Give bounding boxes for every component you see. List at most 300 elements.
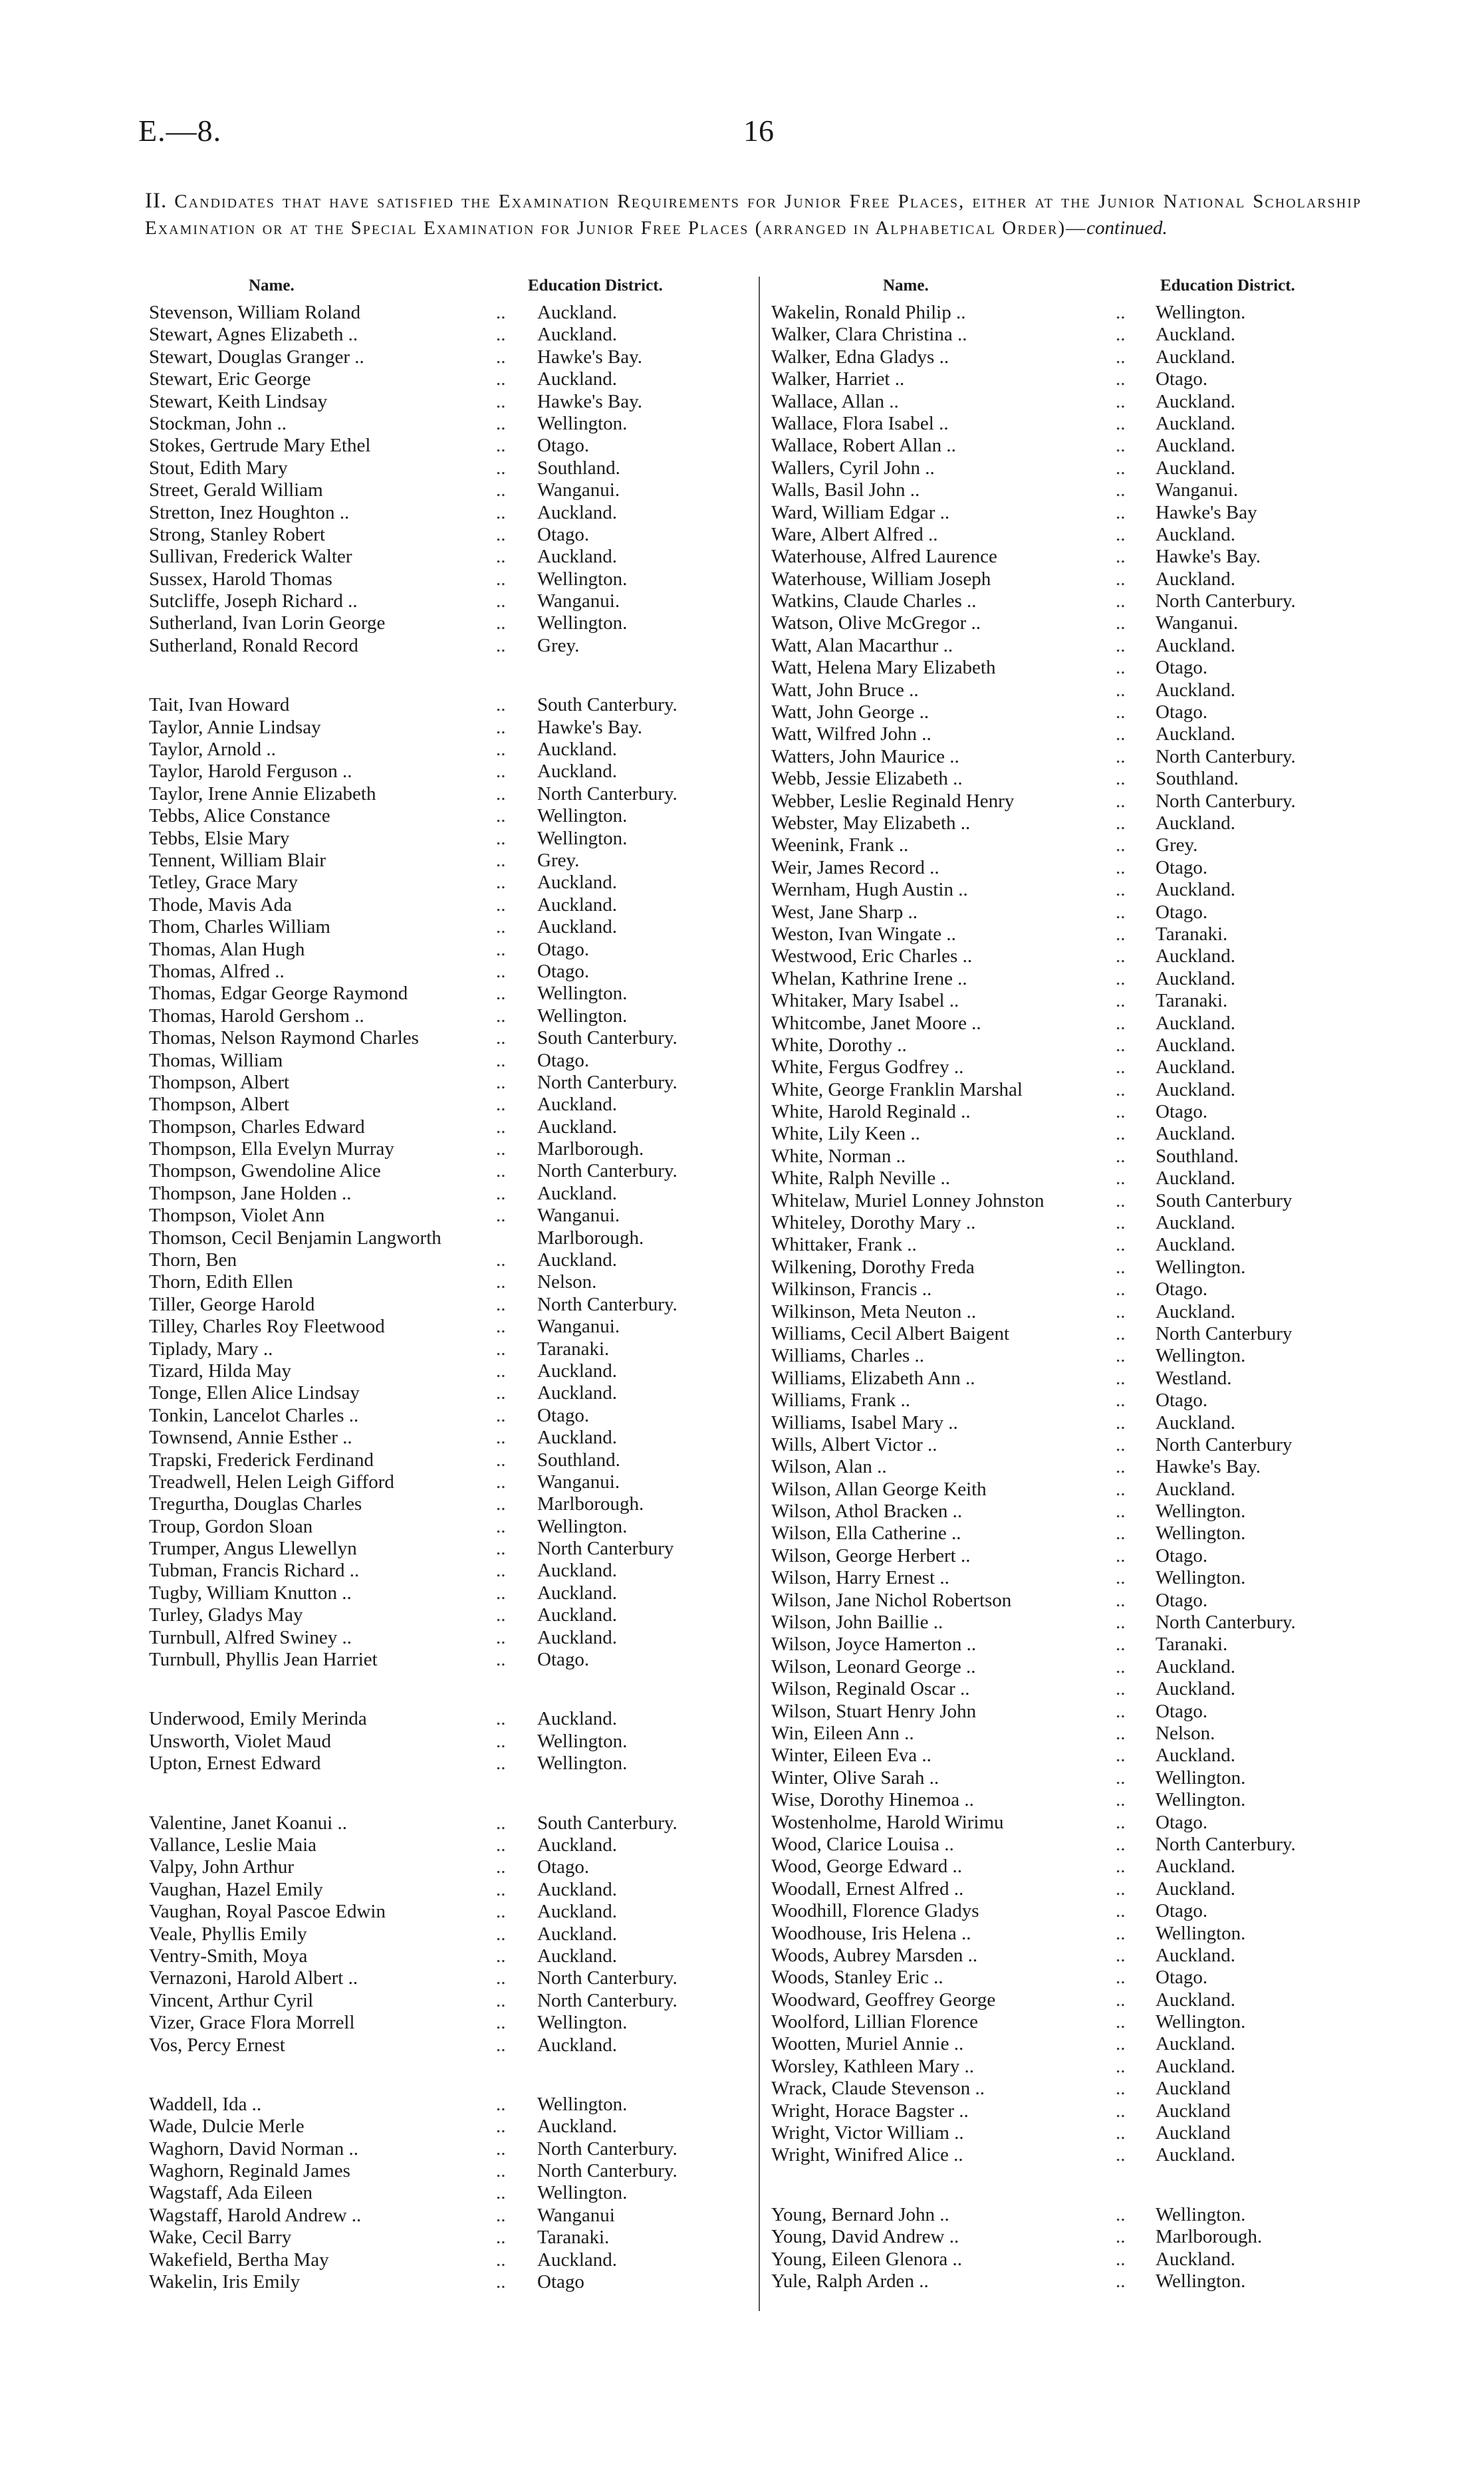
leader-dots: .. <box>496 1471 506 1493</box>
candidate-row <box>149 391 721 413</box>
candidate-row <box>771 834 1350 856</box>
candidate-name: Treadwell, Helen Leigh Gifford <box>149 1471 394 1493</box>
leader-dots: .. <box>1116 2144 1126 2166</box>
education-district: Otago. <box>1156 1811 1208 1833</box>
leader-dots: .. <box>496 1338 506 1360</box>
leader-dots: .. <box>1116 1212 1126 1234</box>
right-column-header <box>771 274 1350 302</box>
candidate-name: Wilkening, Dorothy Freda <box>771 1256 975 1278</box>
candidate-name: Wise, Dorothy Hinemoa .. <box>771 1789 974 1811</box>
leader-dots: .. <box>1116 612 1126 634</box>
candidate-row <box>149 2271 721 2293</box>
education-district: Hawke's Bay. <box>1156 1456 1261 1478</box>
candidate-row <box>771 1634 1350 1656</box>
candidate-name: Walls, Basil John .. <box>771 479 920 501</box>
leader-dots: .. <box>1116 302 1126 323</box>
candidate-name: Wernham, Hugh Austin .. <box>771 879 968 901</box>
candidate-name: Tugby, William Knutton .. <box>149 1582 352 1604</box>
education-district: Auckland. <box>537 324 617 346</box>
candidate-name: White, Norman .. <box>771 1145 906 1167</box>
candidate-name: Wakelin, Iris Emily <box>149 2271 301 2293</box>
candidate-name: Vernazoni, Harold Albert .. <box>149 1967 358 1989</box>
education-district: North Canterbury. <box>1156 1833 1296 1855</box>
education-district: Hawke's Bay. <box>537 390 642 412</box>
education-district: Auckland. <box>1156 1168 1235 1189</box>
candidate-name: Townsend, Annie Esther .. <box>149 1427 352 1449</box>
candidate-row <box>771 2056 1350 2078</box>
candidate-row <box>771 1967 1350 1989</box>
candidate-row <box>771 990 1350 1012</box>
candidate-row <box>771 902 1350 924</box>
candidate-name: Walker, Harriet .. <box>771 368 905 390</box>
candidate-row <box>149 368 721 390</box>
leader-dots: .. <box>496 612 506 634</box>
leader-dots: .. <box>496 2249 506 2271</box>
candidate-row <box>771 1056 1350 1078</box>
education-district: Wellington. <box>1156 1345 1246 1367</box>
candidate-row <box>771 413 1350 435</box>
education-district: North Canterbury. <box>1156 745 1296 767</box>
candidate-row <box>149 1731 721 1753</box>
candidate-name: Wallace, Allan .. <box>771 390 899 412</box>
candidate-row <box>771 2226 1350 2248</box>
leader-dots: .. <box>1116 346 1126 368</box>
candidate-row <box>771 723 1350 745</box>
leader-dots: .. <box>1116 990 1126 1012</box>
education-district: Wanganui. <box>1156 479 1239 501</box>
education-district: North Canterbury. <box>537 1967 678 1989</box>
leader-dots: .. <box>1116 523 1126 545</box>
leader-dots: .. <box>496 1138 506 1160</box>
candidate-name: Thomas, Harold Gershom .. <box>149 1005 364 1027</box>
education-district: Auckland. <box>537 1582 617 1604</box>
leader-dots: .. <box>1116 2122 1126 2144</box>
candidate-row <box>771 457 1350 479</box>
candidate-name: Wilson, John Baillie .. <box>771 1612 943 1634</box>
education-district: Auckland. <box>1156 523 1235 545</box>
candidate-row <box>149 1050 721 1072</box>
leader-dots: .. <box>1116 657 1126 679</box>
candidate-row <box>771 612 1350 634</box>
leader-dots: .. <box>496 1989 506 2011</box>
page-number: 16 <box>743 114 774 148</box>
leader-dots: .. <box>496 1923 506 1945</box>
education-district: Auckland. <box>537 2116 617 2138</box>
education-district: Auckland. <box>1156 2144 1235 2166</box>
candidate-row <box>149 1812 721 1834</box>
candidate-name: Westwood, Eric Charles .. <box>771 945 973 967</box>
leader-dots: .. <box>496 916 506 938</box>
candidate-row <box>771 701 1350 723</box>
leader-dots: .. <box>496 1449 506 1471</box>
candidate-row <box>149 761 721 783</box>
education-district: Wellington. <box>537 983 628 1005</box>
education-district: Wellington. <box>537 612 628 634</box>
education-district: Auckland. <box>1156 1678 1235 1700</box>
leader-dots: .. <box>496 805 506 827</box>
candidate-row <box>149 1205 721 1227</box>
candidate-name: Sullivan, Frederick Walter <box>149 546 352 568</box>
candidate-row <box>771 1412 1350 1434</box>
leader-dots: .. <box>1116 1256 1126 1278</box>
candidate-row <box>149 1183 721 1205</box>
education-district: Auckland. <box>1156 324 1235 346</box>
candidate-row <box>771 1501 1350 1523</box>
candidate-name: Turnbull, Alfred Swiney .. <box>149 1626 352 1648</box>
leader-dots: .. <box>1116 768 1126 790</box>
education-district: South Canterbury. <box>537 1027 678 1049</box>
candidate-name: Tetley, Grace Mary <box>149 872 298 894</box>
education-district: Otago. <box>1156 1101 1208 1123</box>
education-district: Wellington. <box>537 2093 628 2115</box>
leader-dots: .. <box>1116 1789 1126 1811</box>
candidate-row <box>149 1627 721 1649</box>
education-district: Auckland. <box>1156 945 1235 967</box>
education-district: Auckland. <box>537 546 617 568</box>
education-district: Otago. <box>537 938 590 960</box>
education-district: Auckland. <box>537 1360 617 1382</box>
candidate-name: Tennent, William Blair <box>149 849 326 871</box>
leader-dots: .. <box>496 368 506 390</box>
candidate-row <box>771 945 1350 967</box>
candidate-name: Winter, Eileen Eva .. <box>771 1745 931 1767</box>
candidate-row <box>771 2144 1350 2166</box>
candidate-row <box>771 2249 1350 2271</box>
leader-dots: .. <box>496 938 506 960</box>
education-district: South Canterbury <box>1156 1189 1293 1211</box>
candidate-name: Wagstaff, Ada Eileen <box>149 2182 312 2204</box>
leader-dots: .. <box>496 2182 506 2204</box>
candidate-name: Williams, Isabel Mary .. <box>771 1412 958 1433</box>
candidate-row <box>771 1834 1350 1856</box>
education-district: North Canterbury. <box>537 1160 678 1182</box>
education-district: Auckland. <box>1156 1412 1235 1433</box>
leader-dots: .. <box>496 568 506 590</box>
section-title <box>145 187 1362 241</box>
education-district: Otago. <box>1156 368 1208 390</box>
education-district: Taranaki. <box>1156 990 1228 1012</box>
candidate-name: Wilson, Reginald Oscar .. <box>771 1678 970 1700</box>
candidate-row <box>149 1449 721 1471</box>
education-district: Wanganui. <box>537 1316 620 1338</box>
candidate-row <box>149 805 721 827</box>
candidate-name: Thompson, Ella Evelyn Murray <box>149 1138 394 1160</box>
leader-dots: .. <box>496 412 506 434</box>
leader-dots: .. <box>496 1515 506 1537</box>
candidate-row <box>149 612 721 634</box>
candidate-row <box>149 1316 721 1338</box>
candidate-row <box>149 2205 721 2227</box>
candidate-row <box>149 1382 721 1404</box>
candidate-name: Whitaker, Mary Isabel .. <box>771 990 959 1012</box>
leader-dots: .. <box>496 501 506 523</box>
candidate-name: Turley, Gladys May <box>149 1604 303 1626</box>
education-district: Auckland. <box>537 1626 617 1648</box>
candidate-row <box>149 1427 721 1449</box>
candidate-name: Waddell, Ida .. <box>149 2093 262 2115</box>
candidate-name: Vincent, Arthur Cyril <box>149 1989 314 2011</box>
education-district: Otago. <box>1156 1900 1208 1922</box>
leader-dots: .. <box>1116 1101 1126 1123</box>
candidate-name: Stokes, Gertrude Mary Ethel <box>149 435 371 457</box>
candidate-row <box>771 1656 1350 1678</box>
leader-dots: .. <box>1116 1567 1126 1589</box>
candidate-name: Thomas, Nelson Raymond Charles <box>149 1027 419 1049</box>
candidate-name: Wagstaff, Harold Andrew .. <box>149 2204 362 2226</box>
education-district: Auckland. <box>537 1560 617 1582</box>
education-district: Southland. <box>1156 768 1239 790</box>
candidate-row <box>771 1013 1350 1035</box>
candidate-row <box>771 1234 1350 1256</box>
candidate-row <box>149 1027 721 1049</box>
candidate-row <box>149 894 721 916</box>
leader-dots: .. <box>1116 2033 1126 2055</box>
candidate-row <box>771 1701 1350 1723</box>
candidate-name: Williams, Charles .. <box>771 1345 924 1367</box>
leader-dots: .. <box>496 1878 506 1900</box>
education-district: Auckland. <box>537 1901 617 1923</box>
candidate-name: Wilson, George Herbert .. <box>771 1544 971 1566</box>
candidate-row <box>771 324 1350 346</box>
candidate-row <box>149 1271 721 1293</box>
candidate-name: Woodall, Ernest Alfred .. <box>771 1878 964 1900</box>
leader-dots: .. <box>1116 412 1126 434</box>
leader-dots: .. <box>496 1094 506 1116</box>
candidate-row <box>149 590 721 612</box>
candidate-row <box>149 939 721 961</box>
education-district: Wellington. <box>1156 2203 1246 2225</box>
candidate-name: Taylor, Annie Lindsay <box>149 716 321 738</box>
leader-dots: .. <box>1116 1589 1126 1611</box>
leader-dots: .. <box>496 2271 506 2293</box>
candidate-name: Stewart, Eric George <box>149 368 311 390</box>
candidate-row <box>771 1745 1350 1767</box>
education-district: Otago. <box>1156 1967 1208 1989</box>
education-district: Auckland. <box>1156 1478 1235 1500</box>
leader-dots: .. <box>496 1049 506 1071</box>
candidate-name: White, Fergus Godfrey .. <box>771 1056 964 1078</box>
candidate-name: Vos, Percy Ernest <box>149 2034 285 2056</box>
candidate-name: Wakefield, Bertha May <box>149 2249 329 2271</box>
candidate-name: Wootten, Muriel Annie .. <box>771 2033 964 2055</box>
leader-dots: .. <box>1116 701 1126 723</box>
candidate-row <box>771 524 1350 546</box>
candidate-name: Whittaker, Frank .. <box>771 1234 917 1256</box>
candidate-name: Ventry-Smith, Moya <box>149 1945 308 1967</box>
candidate-row <box>149 694 721 716</box>
education-district: Auckland. <box>537 1708 617 1730</box>
leader-dots: .. <box>1116 501 1126 523</box>
candidate-row <box>771 1434 1350 1456</box>
leader-dots: .. <box>496 1649 506 1671</box>
leader-dots: .. <box>1116 1189 1126 1211</box>
candidate-row <box>771 479 1350 501</box>
candidate-row <box>771 1123 1350 1145</box>
education-district: Auckland. <box>537 872 617 894</box>
candidate-row <box>149 1753 721 1775</box>
candidate-row <box>149 1493 721 1515</box>
candidate-name: Stewart, Agnes Elizabeth .. <box>149 324 358 346</box>
candidate-row <box>771 746 1350 768</box>
education-district: Auckland <box>1156 2078 1231 2100</box>
education-district: Otago. <box>1156 1544 1208 1566</box>
candidate-name: Whelan, Kathrine Irene .. <box>771 967 967 989</box>
candidate-name: Trapski, Frederick Ferdinand <box>149 1449 374 1471</box>
candidate-row <box>149 457 721 479</box>
leader-dots: .. <box>1116 1279 1126 1300</box>
candidate-name: Thompson, Albert <box>149 1071 290 1093</box>
education-district: Auckland. <box>537 1604 617 1626</box>
candidate-name: White, Harold Reginald .. <box>771 1101 971 1123</box>
education-district: Auckland. <box>537 1945 617 1967</box>
leader-dots: .. <box>496 1382 506 1404</box>
leader-dots: .. <box>496 894 506 916</box>
leader-dots: .. <box>1116 2078 1126 2100</box>
name-heading: Name. <box>249 277 295 295</box>
education-district: Auckland. <box>537 1382 617 1404</box>
left-column-header <box>149 274 721 302</box>
leader-dots: .. <box>496 1967 506 1989</box>
candidate-name: Whitelaw, Muriel Lonney Johnston <box>771 1189 1045 1211</box>
education-district: Auckland. <box>1156 1078 1235 1100</box>
candidate-row <box>771 1545 1350 1567</box>
candidate-row <box>149 1834 721 1856</box>
candidate-row <box>149 1604 721 1626</box>
education-district: Wellington. <box>537 568 628 590</box>
candidate-name: Wood, Clarice Louisa .. <box>771 1833 954 1855</box>
candidate-name: Turnbull, Phyllis Jean Harriet <box>149 1649 378 1671</box>
candidate-name: White, George Franklin Marshal <box>771 1078 1023 1100</box>
candidate-name: Sutherland, Ivan Lorin George <box>149 612 386 634</box>
leader-dots: .. <box>1116 1322 1126 1344</box>
education-district: Auckland. <box>537 2249 617 2271</box>
leader-dots: .. <box>496 1604 506 1626</box>
education-district: Auckland. <box>1156 1944 1235 1966</box>
leader-dots: .. <box>496 2138 506 2159</box>
leader-dots: .. <box>496 716 506 738</box>
leader-dots: .. <box>1116 812 1126 834</box>
document-reference: E.—8. <box>138 114 222 148</box>
education-district: North Canterbury. <box>537 2138 678 2159</box>
candidate-row <box>771 590 1350 612</box>
candidate-row <box>771 1323 1350 1345</box>
education-district: Wellington. <box>1156 1501 1246 1523</box>
candidate-name: Wilson, Alan .. <box>771 1456 887 1478</box>
leader-dots: .. <box>496 1005 506 1027</box>
candidate-row <box>149 983 721 1005</box>
education-district: Wellington. <box>1156 1567 1246 1589</box>
leader-dots: .. <box>496 983 506 1005</box>
leader-dots: .. <box>496 1730 506 1752</box>
education-district: Auckland. <box>537 368 617 390</box>
education-district: Auckland. <box>537 1834 617 1856</box>
leader-dots: .. <box>496 1538 506 1560</box>
education-district: Otago. <box>1156 657 1208 679</box>
leader-dots: .. <box>1116 834 1126 856</box>
candidate-name: White, Ralph Neville .. <box>771 1168 950 1189</box>
candidate-name: Watt, John George .. <box>771 701 929 723</box>
leader-dots: .. <box>496 390 506 412</box>
candidate-row <box>149 850 721 872</box>
candidate-row <box>771 1146 1350 1168</box>
leader-dots: .. <box>1116 723 1126 745</box>
candidate-row <box>149 1945 721 1967</box>
candidate-name: Watt, Wilfred John .. <box>771 723 931 745</box>
leader-dots: .. <box>1116 945 1126 967</box>
candidate-row <box>149 2034 721 2056</box>
education-district: Auckland. <box>1156 1234 1235 1256</box>
education-district: Wellington. <box>1156 1256 1246 1278</box>
candidate-name: Williams, Elizabeth Ann .. <box>771 1367 975 1389</box>
leader-dots: .. <box>1116 1367 1126 1389</box>
candidate-row <box>771 568 1350 590</box>
education-district: Auckland. <box>1156 2055 1235 2077</box>
candidate-row <box>771 1723 1350 1745</box>
candidate-row <box>771 391 1350 413</box>
district-heading: Education District. <box>528 277 663 295</box>
education-district: Otago. <box>537 1856 590 1878</box>
candidate-row <box>149 1901 721 1923</box>
candidate-row <box>149 2138 721 2160</box>
candidate-row <box>771 1257 1350 1279</box>
candidate-row <box>149 1560 721 1582</box>
left-column <box>149 274 721 2293</box>
education-district: Auckland. <box>537 1427 617 1449</box>
education-district: Wanganui. <box>1156 612 1239 634</box>
candidate-name: Wright, Horace Bagster .. <box>771 2100 969 2122</box>
education-district: North Canterbury. <box>1156 1612 1296 1634</box>
candidate-row <box>771 791 1350 812</box>
education-district: North Canterbury <box>537 1538 674 1560</box>
education-district: North Canterbury. <box>537 2160 678 2182</box>
candidate-name: Trumper, Angus Llewellyn <box>149 1538 357 1560</box>
candidate-name: Weenink, Frank .. <box>771 834 909 856</box>
candidate-name: Woolford, Lillian Florence <box>771 2011 978 2033</box>
candidate-row <box>771 2100 1350 2122</box>
candidate-row <box>771 2271 1350 2292</box>
education-district: Auckland. <box>1156 634 1235 656</box>
education-district: Wellington. <box>1156 2011 1246 2033</box>
candidate-name: Williams, Cecil Albert Baigent <box>771 1322 1010 1344</box>
leader-dots: .. <box>1116 1922 1126 1944</box>
leader-dots: .. <box>496 346 506 368</box>
candidate-name: Tizard, Hilda May <box>149 1360 291 1382</box>
column-divider <box>759 277 760 2311</box>
leader-dots: .. <box>496 302 506 323</box>
candidate-name: Thom, Charles William <box>149 916 330 938</box>
candidate-name: Wade, Dulcie Merle <box>149 2116 305 2138</box>
candidate-name: Wrack, Claude Stevenson .. <box>771 2078 985 2100</box>
candidate-name: Thorn, Ben <box>149 1249 237 1271</box>
candidate-row <box>149 546 721 568</box>
candidate-name: West, Jane Sharp .. <box>771 901 918 923</box>
education-district: Auckland. <box>1156 723 1235 745</box>
candidate-name: Stewart, Keith Lindsay <box>149 390 328 412</box>
candidate-row <box>149 1405 721 1427</box>
candidate-row <box>771 1101 1350 1123</box>
leader-dots: .. <box>1116 2055 1126 2077</box>
education-district: Taranaki. <box>537 2227 610 2249</box>
education-district: Wellington. <box>1156 302 1246 323</box>
leader-dots: .. <box>496 523 506 545</box>
candidate-name: Winter, Olive Sarah .. <box>771 1767 939 1788</box>
education-district: Auckland. <box>1156 390 1235 412</box>
education-district: Marlborough. <box>537 1493 644 1515</box>
candidate-name: Ward, William Edgar .. <box>771 501 950 523</box>
leader-dots: .. <box>1116 790 1126 812</box>
candidate-row <box>771 657 1350 679</box>
education-district: Auckland. <box>1156 2248 1235 2270</box>
